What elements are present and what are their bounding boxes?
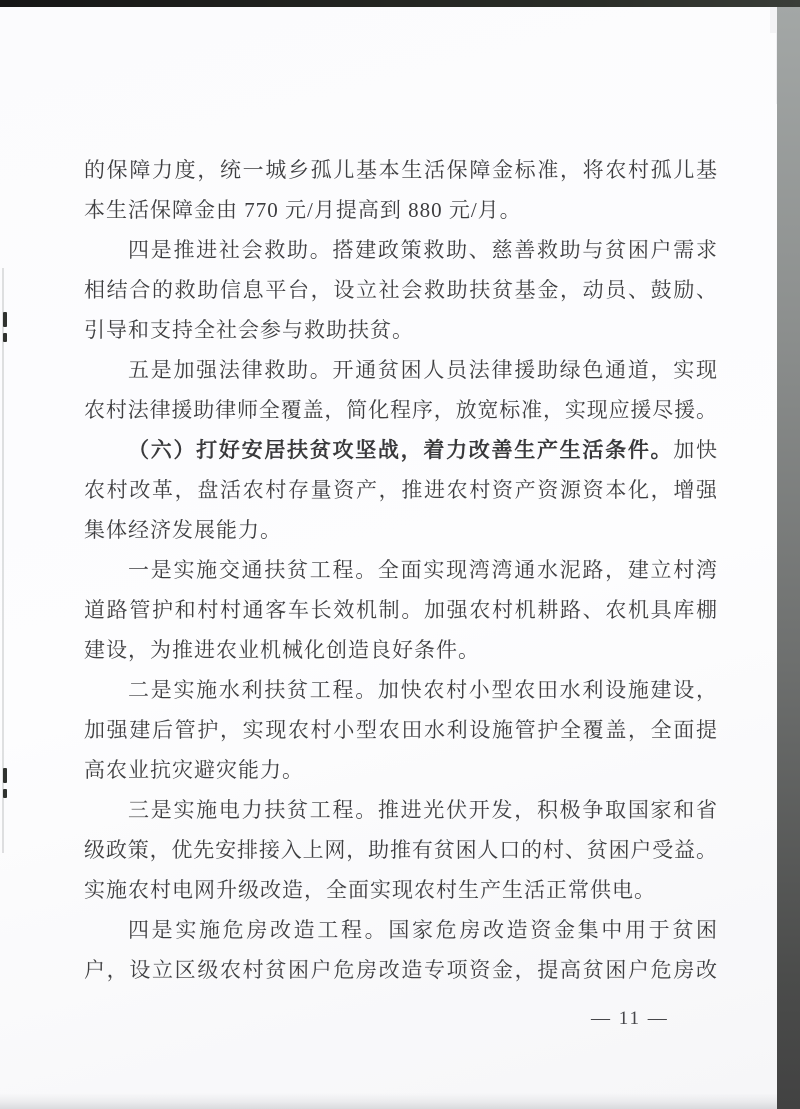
text-segment: 五是加强法律救助。开通贫困人员法律援助绿色通道，实现 (128, 358, 717, 382)
text-segment: 的保障力度，统一城乡孤儿基本生活保障金标准，将农村孤儿基 (84, 158, 717, 182)
text-line (84, 790, 717, 830)
text-line (84, 590, 717, 630)
text-segment: 四是实施危房改造工程。国家危房改造资金集中用于贫困 (128, 918, 717, 942)
staple-mark-bottom (3, 768, 8, 798)
text-segment: 道路管护和村村通客车长效机制。加强农村机耕路、农机具库棚 (84, 598, 717, 622)
text-segment: 加快 (673, 438, 718, 462)
staple-mark-top (3, 312, 8, 342)
text-segment: 高农业抗灾避灾能力。 (84, 758, 304, 782)
text-segment: 集体经济发展能力。 (84, 518, 282, 542)
text-line (84, 830, 717, 870)
text-line (84, 310, 717, 350)
text-line (84, 430, 717, 470)
text-line (84, 470, 717, 510)
text-segment: 农村法律援助律师全覆盖，简化程序，放宽标准，实现应援尽援。 (84, 398, 717, 422)
text-line (84, 190, 717, 230)
text-segment: 实施农村电网升级改造，全面实现农村生产生活正常供电。 (84, 878, 656, 902)
text-segment: 本生活保障金由 770 元/月提高到 880 元/月。 (84, 198, 522, 222)
text-segment: 户，设立区级农村贫困户危房改造专项资金，提高贫困户危房改 (84, 958, 717, 982)
text-line (84, 230, 717, 270)
text-line (84, 630, 717, 670)
scan-bottom-shade (0, 1093, 777, 1109)
text-line (84, 870, 717, 910)
section-heading-segment: （六）打好安居扶贫攻坚战，着力改善生产生活条件。 (128, 438, 674, 462)
text-segment: 一是实施交通扶贫工程。全面实现湾湾通水泥路，建立村湾 (128, 558, 717, 582)
page-number: — 11 — (591, 1008, 669, 1029)
text-line (84, 510, 717, 550)
text-segment: 建设，为推进农业机械化创造良好条件。 (84, 638, 480, 662)
text-line (84, 750, 717, 790)
text-segment: 农村改革，盘活农村存量资产，推进农村资产资源资本化，增强 (84, 478, 717, 502)
text-line (84, 710, 717, 750)
text-line (84, 670, 717, 710)
text-segment: 二是实施水利扶贫工程。加快农村小型农田水利设施建设， (128, 678, 717, 702)
text-segment: 级政策，优先安排接入上网，助推有贫困人口的村、贫困户受益。 (84, 838, 717, 862)
scanner-top-edge (0, 0, 800, 7)
text-line (84, 550, 717, 590)
text-segment: 三是实施电力扶贫工程。推进光伏开发，积极争取国家和省 (128, 798, 717, 822)
text-line (84, 910, 717, 950)
text-segment: 相结合的救助信息平台，设立社会救助扶贫基金，动员、鼓励、 (84, 278, 717, 302)
document-text (84, 150, 717, 990)
text-segment: 四是推进社会救助。搭建政策救助、慈善救助与贫困户需求 (128, 238, 717, 262)
text-line (84, 390, 717, 430)
text-line (84, 950, 717, 990)
text-line (84, 270, 717, 310)
text-line (84, 150, 717, 190)
scanner-right-gutter (777, 7, 800, 1109)
page-fold-line (2, 268, 4, 853)
text-line (84, 350, 717, 390)
text-segment: 加强建后管护，实现农村小型农田水利设施管护全覆盖，全面提 (84, 718, 717, 742)
text-segment: 引导和支持全社会参与救助扶贫。 (84, 318, 414, 342)
